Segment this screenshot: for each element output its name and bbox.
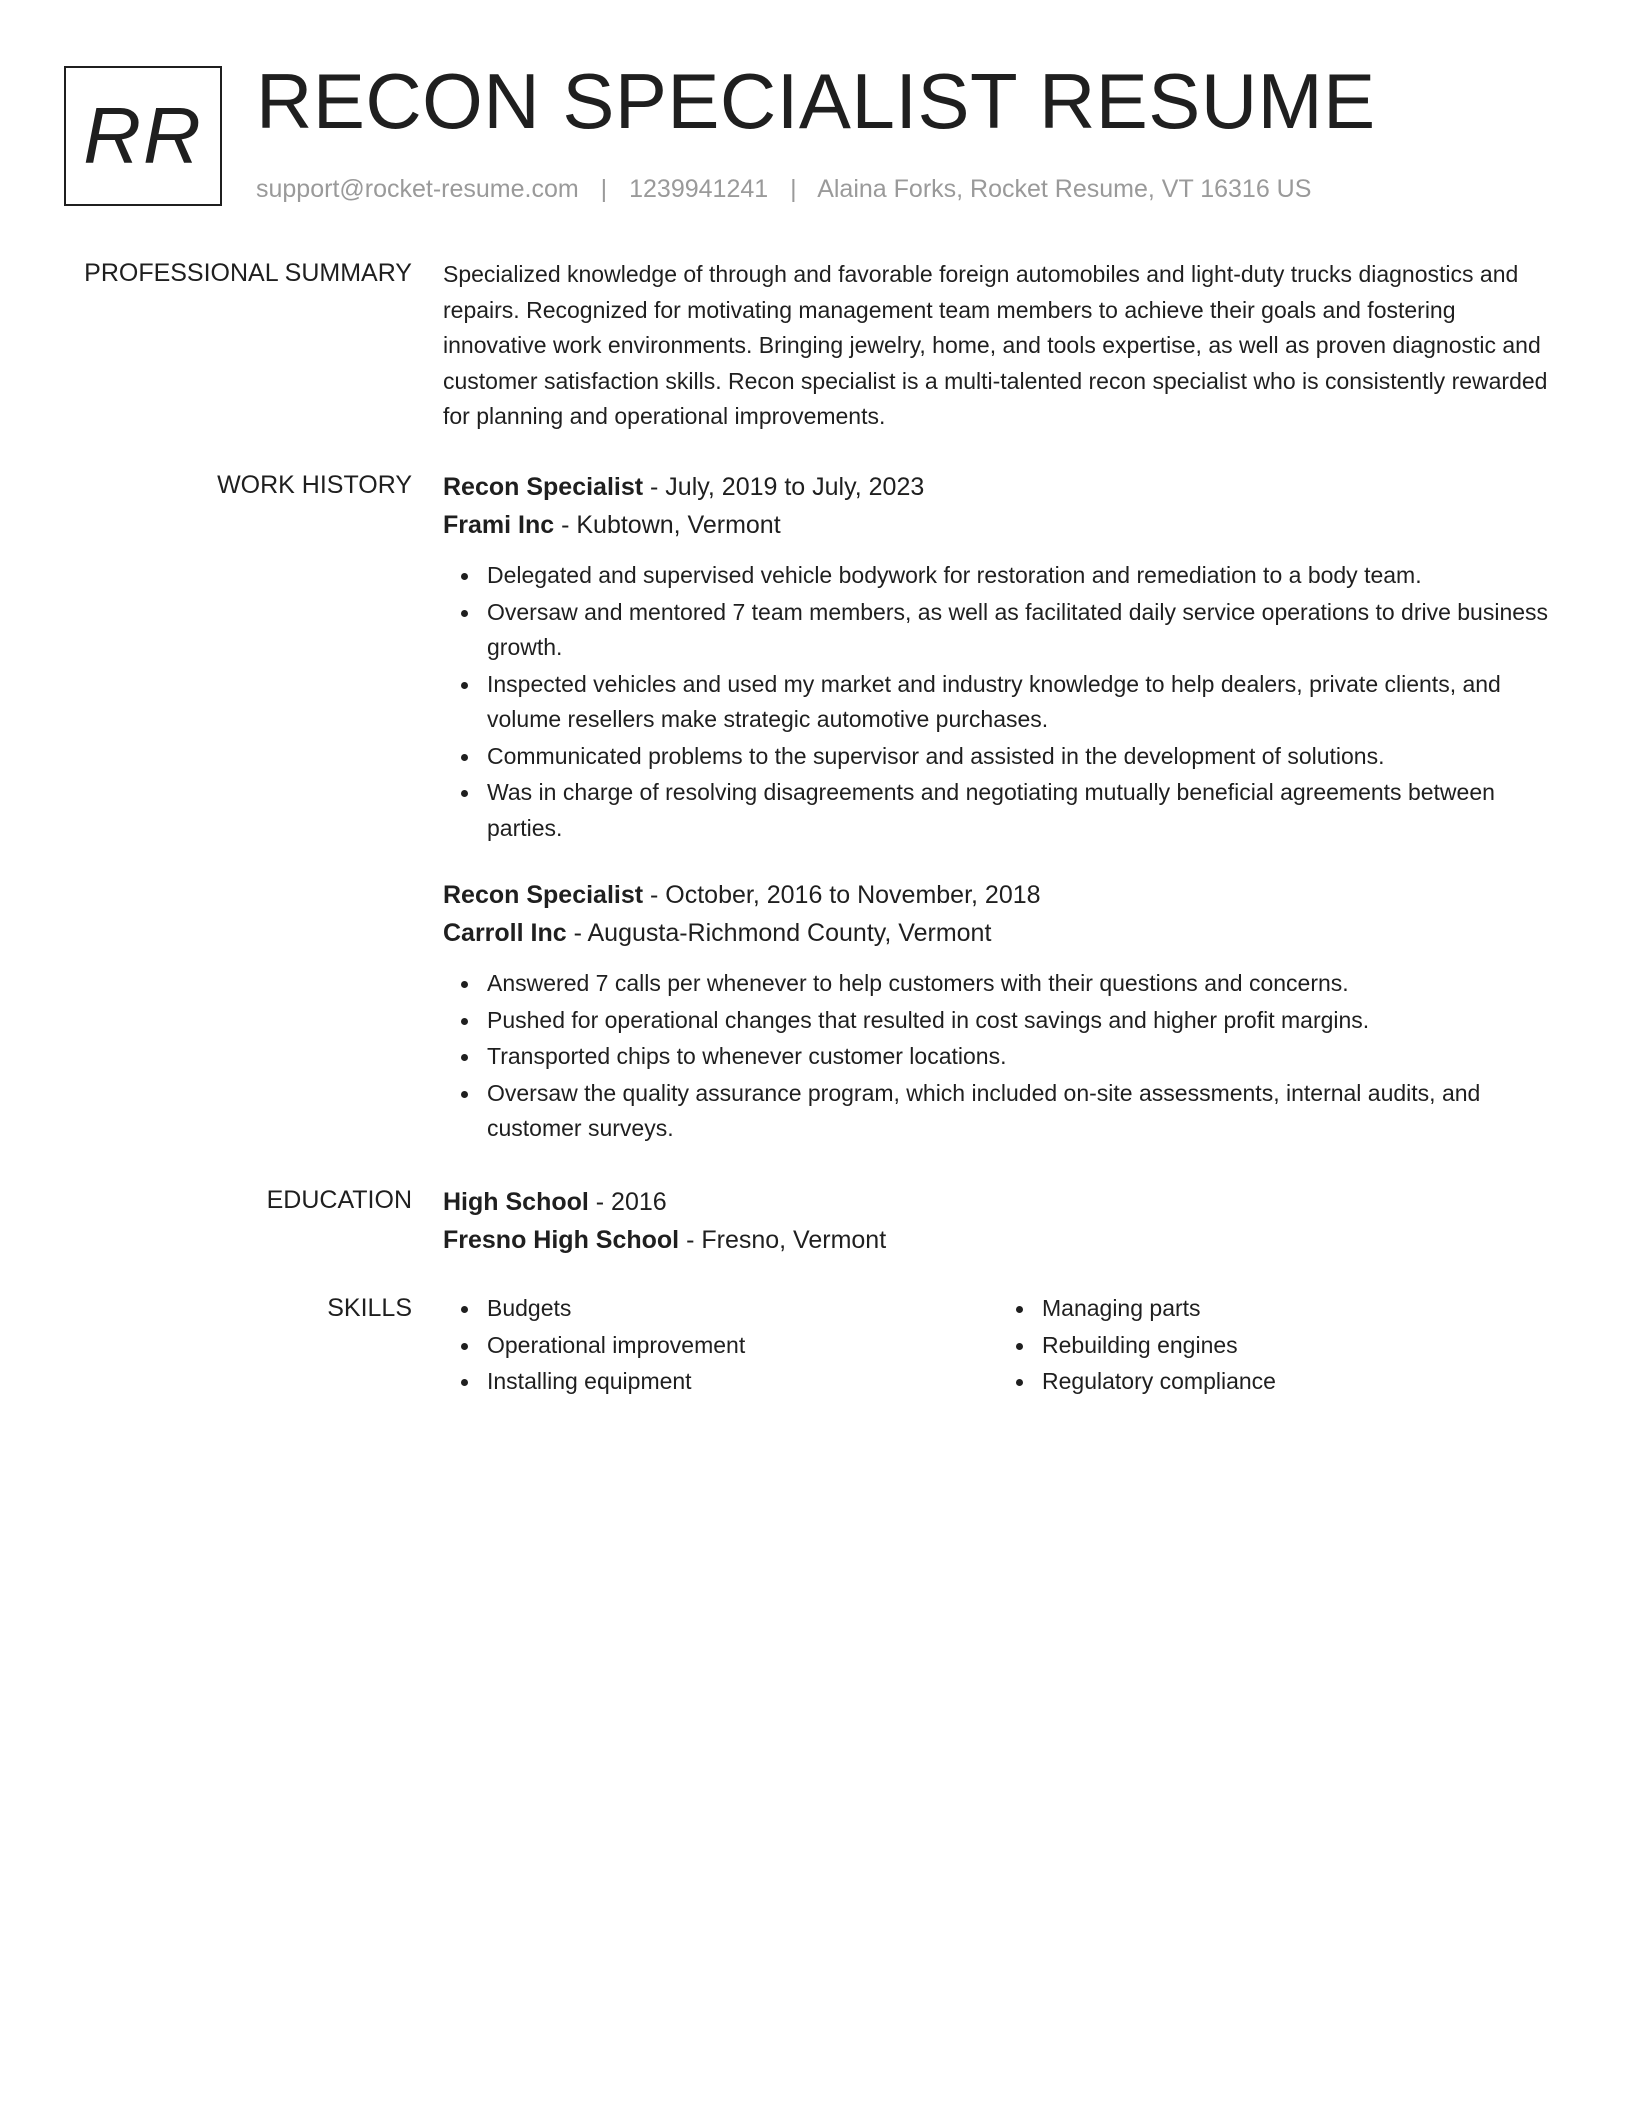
skills-list-right xyxy=(998,1291,1553,1401)
education-body xyxy=(443,1183,1553,1259)
contact-separator: | xyxy=(600,175,608,203)
list-item: Inspected vehicles and used my market and industry knowledge to help dealers, private clients, and volume resellers make strategic automotive purchases. xyxy=(487,667,1553,738)
contact-line xyxy=(256,172,1311,206)
job-duties-list xyxy=(443,558,1553,846)
work-history-heading: WORK HISTORY xyxy=(217,471,412,499)
education-location: - Fresno, Vermont xyxy=(679,1226,887,1254)
education-year: - 2016 xyxy=(588,1188,667,1216)
education-heading: EDUCATION xyxy=(266,1186,412,1214)
list-item: Budgets xyxy=(487,1291,998,1327)
list-item: Transported chips to whenever customer locations. xyxy=(487,1039,1553,1075)
job-title: Recon Specialist xyxy=(443,881,644,909)
job-company: Carroll Inc xyxy=(443,919,567,947)
list-item: Operational improvement xyxy=(487,1328,998,1364)
list-item: Regulatory compliance xyxy=(1042,1364,1553,1400)
job-entry xyxy=(443,876,1553,1147)
contact-email: support@rocket-resume.com xyxy=(256,175,579,203)
job-company-line xyxy=(443,914,1553,952)
job-title: Recon Specialist xyxy=(443,473,644,501)
skills-heading: SKILLS xyxy=(327,1294,412,1322)
job-title-line xyxy=(443,468,1553,506)
summary-heading: PROFESSIONAL SUMMARY xyxy=(84,259,412,287)
skills-columns xyxy=(443,1291,1553,1401)
list-item: Communicated problems to the supervisor and assisted in the development of solutions. xyxy=(487,739,1553,775)
contact-separator: | xyxy=(790,175,797,203)
skills-body xyxy=(443,1291,1553,1401)
list-item: Pushed for operational changes that resulted in cost savings and higher profit margins. xyxy=(487,1003,1553,1039)
job-dates: - October, 2016 to November, 2018 xyxy=(643,881,1041,909)
list-item: Rebuilding engines xyxy=(1042,1328,1553,1364)
job-company: Frami Inc xyxy=(443,511,555,539)
education-school-line xyxy=(443,1221,1553,1259)
education-degree-line xyxy=(443,1183,1553,1221)
list-item: Answered 7 calls per whenever to help customers with their questions and concerns. xyxy=(487,966,1553,1002)
job-entry xyxy=(443,468,1553,846)
list-item: Was in charge of resolving disagreements and negotiating mutually beneficial agreements between parties. xyxy=(487,775,1553,846)
resume-title: RECON SPECIALIST RESUME xyxy=(256,57,1376,145)
summary-text: Specialized knowledge of through and favorable foreign automobiles and light-duty trucks diagnostics and repairs. Recognized for motivating management team members to achieve their goals and fostering innovative work environments. Bringing jewelry, home, and tools expertise, as well as proven diagnostic and customer satisfaction skills. Recon specialist is a multi-talented recon specialist who is consistently rewarded for planning and operational improvements. xyxy=(443,261,1548,429)
job-location: - Augusta-Richmond County, Vermont xyxy=(566,919,992,947)
education-school: Fresno High School xyxy=(443,1226,680,1254)
list-item: Installing equipment xyxy=(487,1364,998,1400)
contact-address: Alaina Forks, Rocket Resume, VT 16316 US xyxy=(817,175,1312,203)
list-item: Managing parts xyxy=(1042,1291,1553,1327)
summary-body xyxy=(443,257,1553,435)
job-company-line xyxy=(443,506,1553,544)
contact-phone: 1239941241 xyxy=(629,175,769,203)
list-item: Oversaw the quality assurance program, which included on-site assessments, internal audits, and customer surveys. xyxy=(487,1076,1553,1147)
skills-list-left xyxy=(443,1291,998,1401)
list-item: Delegated and supervised vehicle bodywork for restoration and remediation to a body team. xyxy=(487,558,1553,594)
job-location: - Kubtown, Vermont xyxy=(554,511,781,539)
job-duties-list xyxy=(443,966,1553,1147)
job-dates: - July, 2019 to July, 2023 xyxy=(643,473,925,501)
job-title-line xyxy=(443,876,1553,914)
education-degree: High School xyxy=(443,1188,589,1216)
monogram-logo xyxy=(64,66,222,206)
work-history-body xyxy=(443,468,1553,1148)
monogram-initials: RR xyxy=(83,91,203,180)
list-item: Oversaw and mentored 7 team members, as well as facilitated daily service operations to drive business growth. xyxy=(487,595,1553,666)
